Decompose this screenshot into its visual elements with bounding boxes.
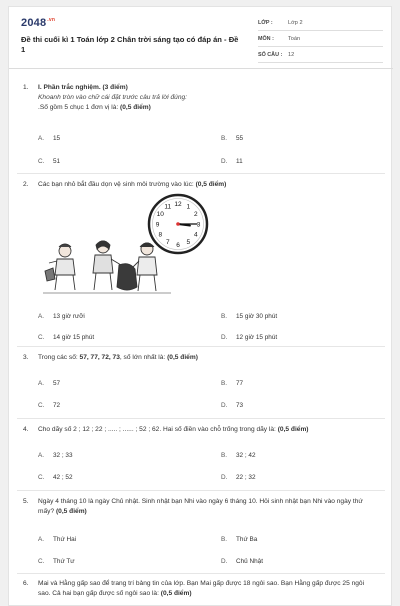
document-page — [8, 6, 392, 606]
option-label: B. — [221, 536, 228, 543]
section-title: I. Phần trắc nghiệm. (3 điểm) — [38, 84, 128, 91]
option-label: A. — [38, 536, 45, 543]
question-body: Các bạn nhỏ bắt đầu dọn vệ sinh môi trường vào lúc: — [38, 181, 196, 188]
question-text — [38, 353, 378, 363]
clock-numeral: 4 — [193, 231, 198, 239]
meta-key: SỐ CÂU : — [258, 52, 283, 58]
question-text — [38, 425, 378, 435]
option-value: 32 ; 33 — [53, 452, 73, 459]
divider — [17, 490, 385, 491]
option-label: B. — [221, 313, 228, 320]
document-header — [9, 7, 393, 69]
question-body: Mai và Hằng gấp sao để trang trí bảng tin của lớp. Bạn Mai gấp được 18 ngôi sao. Bạn Hằng gấp được 25 ngôi sao. Cả hai bạn gấp được số ngôi sao là: — [38, 580, 365, 597]
clock-numeral: 6 — [176, 241, 180, 249]
option-label: B. — [221, 380, 228, 387]
meta-row-subject — [258, 33, 383, 47]
option-value: Thứ Hai — [53, 536, 77, 543]
option-label: C. — [38, 474, 45, 481]
option-value: 12 giờ 15 phút — [236, 334, 278, 341]
question-4 — [23, 425, 383, 487]
clock-numeral: 1 — [186, 203, 191, 211]
option-label: A. — [38, 380, 45, 387]
option-value: 11 — [236, 158, 243, 165]
question-number: 3. — [23, 354, 29, 361]
question-number: 6. — [23, 580, 29, 587]
option-value: 51 — [53, 158, 61, 165]
question-number: 2. — [23, 181, 29, 188]
meta-value: Toán — [288, 36, 301, 42]
option-label: B. — [221, 135, 228, 142]
clock-numeral: 7 — [165, 239, 170, 247]
question-text — [38, 497, 378, 517]
clock-numeral: 9 — [155, 221, 160, 229]
question-text — [38, 83, 378, 113]
option-value: Thứ Ba — [236, 536, 258, 543]
question-5 — [23, 497, 383, 569]
clock-numeral: 11 — [164, 203, 172, 211]
option-value: 77 — [236, 380, 244, 387]
question-points: (0,5 điểm) — [55, 508, 87, 515]
divider — [17, 573, 385, 574]
clock-numeral: 3 — [196, 221, 201, 229]
clock-numeral: 12 — [174, 200, 182, 208]
question-body: Cho dãy số 2 ; 12 ; 22 ; ..... ; ...... ; 52 ; 62. Hai số điền vào chỗ trống trong dãy là: — [38, 426, 278, 433]
option-value: 72 — [53, 402, 61, 409]
question-text — [38, 180, 378, 190]
question-points: (0,5 điểm) — [277, 426, 309, 433]
meta-key: MÔN : — [258, 36, 274, 42]
option-label: B. — [221, 452, 228, 459]
question-3 — [23, 353, 383, 415]
clock-center-dot — [176, 222, 180, 226]
meta-row-class — [258, 17, 383, 31]
option-label: D. — [221, 158, 228, 165]
option-value: 13 giờ rưỡi — [53, 313, 85, 320]
clock-numeral: 8 — [158, 231, 163, 239]
option-value: Thứ Tư — [53, 558, 75, 565]
question-points: (0,5 điểm) — [120, 104, 151, 111]
question-number: 4. — [23, 426, 29, 433]
option-label: D. — [221, 474, 228, 481]
question-body: .Số gồm 5 chục 1 đơn vị là: — [38, 104, 121, 111]
option-label: A. — [38, 313, 45, 320]
option-label: C. — [38, 402, 45, 409]
question-body: , số lớn nhất là: — [119, 354, 168, 361]
question-points: (0,5 điểm) — [160, 590, 192, 597]
question-2 — [23, 180, 383, 345]
option-value: 73 — [236, 402, 244, 409]
option-value: Chủ Nhật — [236, 558, 263, 565]
option-value: 15 — [53, 135, 61, 142]
question-number: 1. — [23, 84, 29, 91]
divider — [17, 173, 385, 174]
question-body: Ngày 4 tháng 10 là ngày Chủ nhật. Sinh nhật bạn Nhi vào ngày 6 tháng 10. Hỏi sinh nhật bạn Nhi vào ngày thứ mấy? — [38, 498, 363, 515]
option-label: A. — [38, 135, 45, 142]
meta-key: LỚP : — [258, 20, 273, 26]
meta-value: 12 — [288, 52, 295, 58]
option-label: C. — [38, 558, 45, 565]
option-value: 15 giờ 30 phút — [236, 313, 278, 320]
question-instruction: Khoanh tròn vào chữ cái đặt trước câu trả lời đúng: — [38, 94, 188, 101]
document-title: Đề thi cuối kì 1 Toán lớp 2 Chân trời sáng tạo có đáp án - Đề 1 — [21, 35, 239, 54]
question-1 — [23, 83, 383, 173]
clock-numeral: 10 — [156, 211, 164, 219]
option-label: A. — [38, 452, 45, 459]
option-label: D. — [221, 334, 228, 341]
option-value: 42 ; 52 — [53, 474, 73, 481]
site-logo[interactable]: $2048^{.vn}$ — [21, 17, 56, 29]
question-number: 5. — [23, 498, 29, 505]
clock-numeral: 2 — [193, 211, 198, 219]
question-6 — [23, 579, 383, 603]
option-value: 55 — [236, 135, 244, 142]
option-label: C. — [38, 158, 45, 165]
option-value: 57 — [53, 380, 61, 387]
question-numbers: 57, 77, 72, 73 — [79, 354, 120, 361]
question-body: Trong các số: — [38, 354, 80, 361]
question-points: (0,5 điểm) — [167, 354, 198, 361]
document-meta — [258, 17, 383, 65]
question-points: (0,5 điểm) — [195, 181, 227, 188]
meta-value: Lớp 2 — [288, 20, 303, 26]
option-label: C. — [38, 334, 45, 341]
divider — [17, 346, 385, 347]
meta-row-question-count — [258, 49, 383, 63]
question-text — [38, 579, 378, 599]
clock-numeral: 5 — [186, 239, 191, 247]
option-value: 32 ; 42 — [236, 452, 256, 459]
option-label: D. — [221, 558, 228, 565]
children-cleaning-illustration — [43, 235, 173, 297]
divider — [17, 418, 385, 419]
option-value: 22 ; 32 — [236, 474, 256, 481]
option-value: 14 giờ 15 phút — [53, 334, 95, 341]
option-label: D. — [221, 402, 228, 409]
